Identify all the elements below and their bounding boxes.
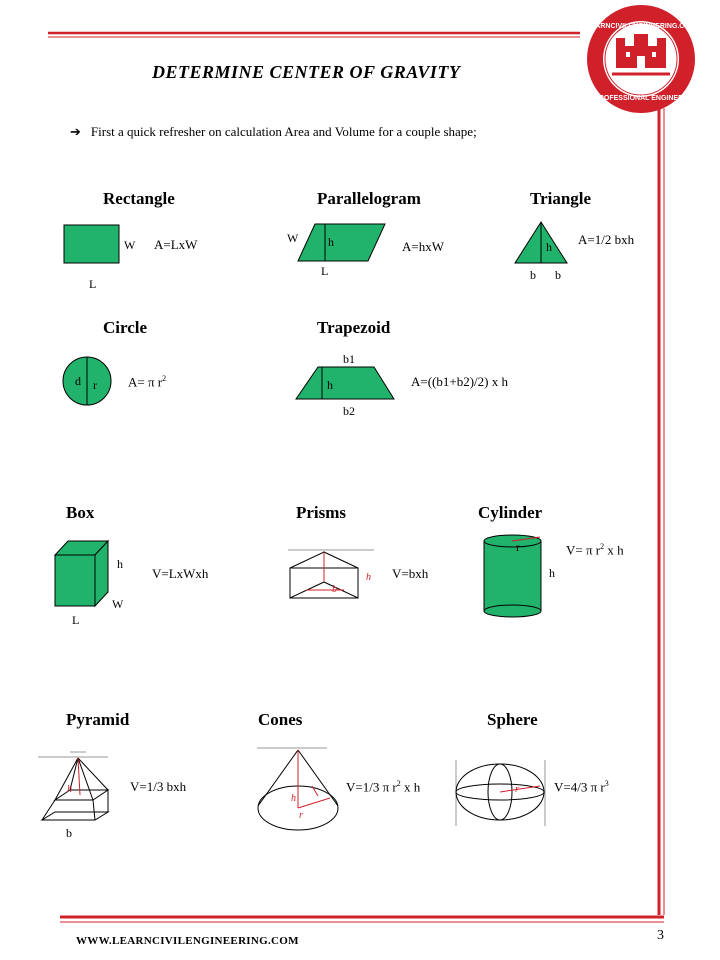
prisms-b-label: b	[332, 584, 337, 595]
cylinder-heading: Cylinder	[478, 503, 543, 522]
page-title: DETERMINE CENTER OF GRAVITY	[152, 62, 461, 82]
cones-h-label: h	[291, 793, 296, 804]
cones-r-label: r	[299, 810, 303, 821]
cones-formula	[346, 779, 420, 795]
trapezoid-b1-label: b1	[343, 352, 355, 366]
pyramid-h-label: h	[67, 784, 72, 795]
cylinder-formula-base: V= π r	[566, 542, 601, 558]
sphere-heading: Sphere	[487, 710, 538, 729]
parallelogram-formula: A=hxW	[402, 239, 444, 254]
box-l-label: L	[72, 613, 80, 627]
circle-formula-exp: 2	[162, 374, 167, 383]
parallelogram-heading: Parallelogram	[317, 189, 421, 208]
cones-formula-base: V=1/3 π r	[346, 779, 397, 795]
triangle-b1-label: b	[530, 268, 536, 282]
cone-shape	[257, 748, 338, 830]
rectangle-heading: Rectangle	[103, 189, 175, 208]
parallelogram-h-label: h	[328, 235, 334, 249]
cylinder-h-label: h	[549, 566, 555, 580]
cylinder-formula-exp: 2	[600, 542, 605, 551]
prisms-heading: Prisms	[296, 503, 347, 522]
logo-text-bottom: PROFESSIONAL ENGINEER	[594, 95, 688, 102]
circle-formula	[128, 374, 166, 390]
box-shape	[55, 541, 108, 606]
pyramid-shape	[38, 752, 108, 820]
prisms-h-label: h	[366, 572, 371, 583]
box-h-label: h	[117, 557, 123, 571]
box-formula: V=LxWxh	[152, 566, 209, 581]
circle-formula-base: A= π r	[128, 374, 163, 390]
triangle-heading: Triangle	[530, 189, 592, 208]
circle-heading: Circle	[103, 318, 148, 337]
prism-shape	[288, 550, 374, 598]
triangle-b2-label: b	[555, 268, 561, 282]
pyramid-formula: V=1/3 bxh	[130, 779, 187, 794]
rectangle-w-label: W	[124, 238, 136, 252]
intro-text: First a quick refresher on calculation Area and Volume for a couple shape;	[90, 124, 477, 139]
rectangle-shape	[64, 225, 119, 263]
sphere-formula-base: V=4/3 π r	[554, 779, 605, 795]
cones-formula-tail: x h	[400, 779, 421, 795]
trapezoid-heading: Trapezoid	[317, 318, 391, 337]
sphere-formula	[554, 779, 609, 795]
parallelogram-l-label: L	[321, 264, 329, 278]
rectangle-l-label: L	[89, 277, 97, 291]
cones-heading: Cones	[258, 710, 303, 729]
footer-website[interactable]: WWW.LEARNCIVILENGINEERING.COM	[76, 935, 299, 947]
cylinder-formula	[566, 542, 624, 558]
box-heading: Box	[66, 503, 95, 522]
cylinder-shape	[484, 535, 541, 617]
cylinder-r-label: r	[516, 540, 520, 554]
cones-formula-exp: 2	[396, 779, 401, 788]
trapezoid-shape	[296, 367, 394, 399]
trapezoid-formula: A=((b1+b2)/2) x h	[411, 374, 508, 389]
pyramid-b-label: b	[66, 826, 72, 840]
circle-r-label: r	[93, 378, 97, 392]
prisms-formula: V=bxh	[392, 566, 429, 581]
parallelogram-shape	[298, 224, 385, 261]
arrow-icon: ➔	[70, 124, 81, 139]
sphere-r-label: r	[515, 784, 519, 795]
page-number: 3	[657, 928, 664, 943]
logo-text-top: LEARNCIVILENGINEERING.COM	[586, 23, 696, 30]
triangle-formula: A=1/2 bxh	[578, 232, 635, 247]
parallelogram-w-label: W	[287, 231, 299, 245]
trapezoid-b2-label: b2	[343, 404, 355, 418]
circle-d-label: d	[75, 374, 81, 388]
pyramid-heading: Pyramid	[66, 710, 130, 729]
sphere-shape	[456, 760, 545, 826]
sphere-formula-exp: 3	[604, 779, 609, 788]
triangle-h-label: h	[546, 240, 552, 254]
box-w-label: W	[112, 597, 124, 611]
rectangle-formula: A=LxW	[154, 237, 198, 252]
trapezoid-h-label: h	[327, 378, 333, 392]
cylinder-formula-tail: x h	[604, 542, 624, 558]
